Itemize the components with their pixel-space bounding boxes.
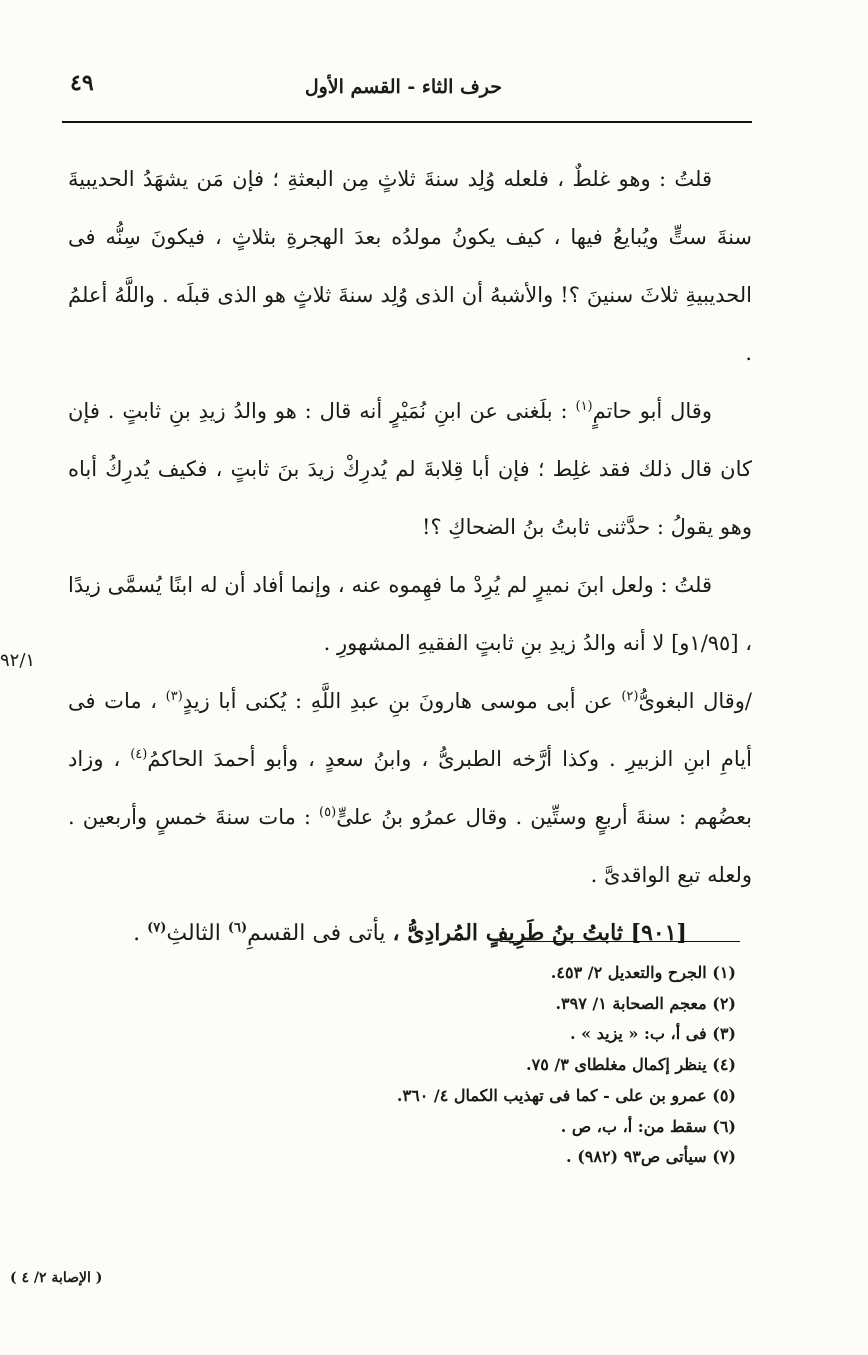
footnote-ref-2: (٢) bbox=[621, 689, 639, 704]
paragraph-4-part-1: /وقال البغوىُّ bbox=[638, 689, 753, 713]
entry-rest-2: الثالثِ bbox=[166, 921, 228, 946]
paragraph-4-part-4: ، وزاد بعضُهم : سنةَ أربعٍ وستِّين . وقال عمرُو بنُ علىٍّ bbox=[68, 747, 752, 829]
footnote-ref-1: (١) bbox=[575, 399, 593, 414]
footnote-1: (١) الجرح والتعديل ٢/ ٤٥٣. bbox=[550, 963, 736, 982]
margin-note: ٩٢/١ bbox=[0, 650, 36, 671]
paragraph-1: قلتُ : وهو غلطٌ ، فلعله وُلِد سنةَ ثلاثٍ مِن البعثةِ ؛ فإن مَن يشهَدُ الحديبيةَ سنةَ ستٍّ ويُبايعُ فيها ، كيف يكونُ مولدُه بعدَ الهجرةِ بثلاثٍ ، فيكونَ سِنُّه فى الحديبيةِ ثلاثَ سنينَ ؟! والأشبهُ أن الذى وُلِد سنةَ ثلاثٍ هو الذى قبلَه . واللَّهُ أعلمُ . bbox=[68, 167, 752, 365]
paragraph-3: قلتُ : ولعل ابنَ نميرٍ لم يُرِدْ ما فهِموه عنه ، وإنما أفاد أن له ابنًا يُسمَّى زيدًا ، [١/٩٥و] لا أنه والدُ زيدِ بنِ ثابتٍ الفقيهِ المشهورِ . bbox=[68, 573, 752, 655]
paragraph-4-part-2: عن أبى موسى هارونَ بنِ عبدِ اللَّهِ : يُكنى أبا زيدٍ bbox=[182, 689, 622, 713]
page-number: ٤٩ bbox=[70, 70, 94, 96]
paragraph-4-part-5: : مات سنةَ خمسٍ وأربعين . ولعله تبع الواقدىَّ . bbox=[68, 805, 752, 887]
footnote-ref-3: (٣) bbox=[165, 689, 183, 704]
footnote-3: (٣) فى أ، ب: « يزيد » . bbox=[570, 1024, 736, 1044]
footnote-rule bbox=[500, 941, 740, 942]
entry-heading bbox=[68, 904, 752, 963]
paragraph-4-part-3: ، مات فى أيامِ ابنِ الزبيرِ . وكذا أرَّخه الطبرىُّ ، وابنُ سعدٍ ، وأبو أحمدَ الحاكمُ bbox=[68, 689, 752, 771]
paragraph-2-rest: : بلَغنى عن ابنِ نُمَيْرٍ أنه قال : هو والدُ زيدِ بنِ ثابتٍ . فإن كان قال ذلك فقد غلِط ؛ فإن أبا قِلابةَ لم يُدرِكْ زيدَ بنَ ثابتٍ ، فكيف يُدرِكُ أباه وهو يقولُ : حدَّثنى ثابتُ بنُ الضحاكِ ؟! bbox=[68, 399, 752, 539]
footnote-2: (٢) معجم الصحابة ١/ ٣٩٧. bbox=[555, 993, 736, 1013]
footnotes bbox=[176, 958, 736, 1173]
header-rule bbox=[62, 121, 752, 123]
footnote-7: (٧) سيأتى ص٩٣ (٩٨٢) . bbox=[566, 1147, 736, 1167]
footnote-6: (٦) سقط من: أ، ب، ص . bbox=[560, 1116, 736, 1136]
entry-rest: يأتى فى القسمِ bbox=[247, 921, 393, 946]
paragraph-4 bbox=[68, 672, 752, 904]
entry-number: [٩٠١] bbox=[630, 920, 687, 946]
footnote-5: (٥) عمرو بن على - كما فى تهذيب الكمال ٤/ ٣٦٠. bbox=[396, 1085, 736, 1105]
footnote-ref-4: (٤) bbox=[130, 747, 148, 762]
page-header bbox=[60, 70, 750, 104]
footnote-ref-7: (٧) bbox=[147, 920, 167, 936]
paragraph-2-start: وقال أبو حاتمٍ bbox=[592, 399, 712, 423]
entry-end: . bbox=[133, 921, 148, 946]
footnote-ref-6: (٦) bbox=[227, 920, 248, 936]
footnote-ref-5: (٥) bbox=[319, 805, 337, 820]
bottom-signature: ( الإصابة ٢/ ٤ ) bbox=[10, 1270, 103, 1286]
running-title: حرف الثاء - القسم الأول bbox=[304, 76, 502, 98]
entry-name: ثابتُ بنُ طَرِيفٍ المُرادِىُّ ، bbox=[392, 920, 631, 946]
main-text bbox=[68, 150, 752, 963]
paragraph-2 bbox=[68, 382, 752, 556]
footnote-4: (٤) ينظر إكمال مغلطاى ٣/ ٧٥. bbox=[526, 1055, 736, 1075]
